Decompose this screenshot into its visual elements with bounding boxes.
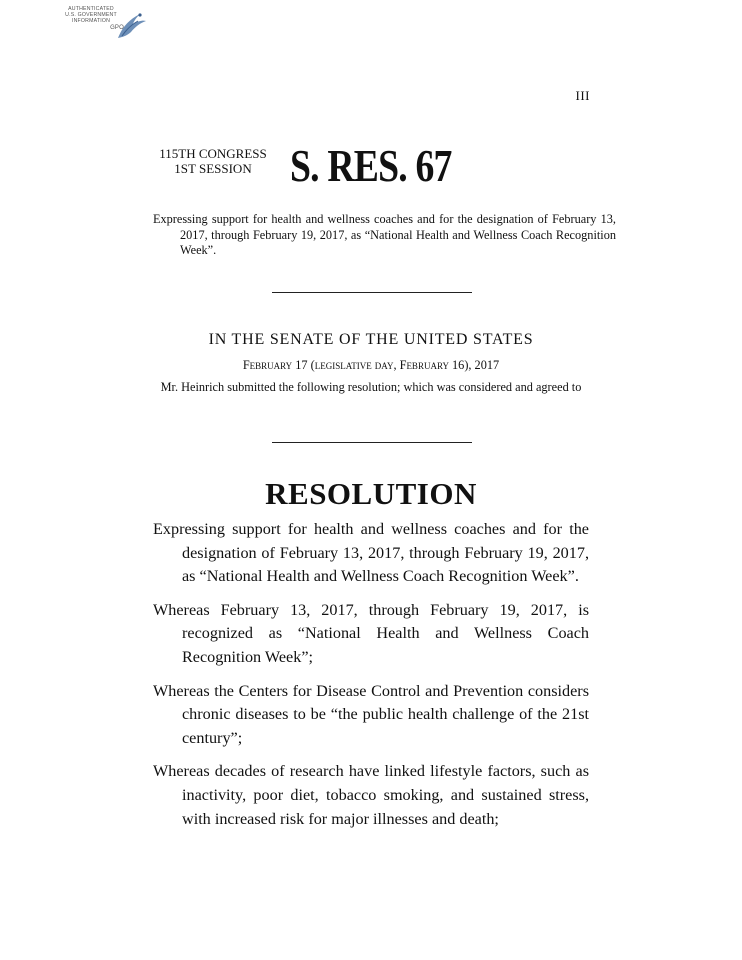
session-number: 1ST SESSION	[174, 161, 252, 176]
gpo-authentication-seal	[56, 6, 148, 46]
seal-gpo-mark: GPO	[110, 25, 124, 31]
page-number: III	[575, 88, 590, 103]
whereas-clause: Whereas decades of research have linked lifestyle factors, such as inactivity, poor diet, tobacco smoking, and sustained stress, with increased risk for major illnesses and death;	[153, 762, 589, 828]
body-paragraph: Expressing support for health and wellness coaches and for the designation of February 13, 2017, through February 19, 2017, as “National Health and Wellness Coach Recognition Week”.	[153, 520, 589, 586]
short-caption: Expressing support for health and wellness coaches and for the designation of February 13, 2017, through February 19, 2017, as “National Health and Wellness Coach Recognition Week”.	[153, 212, 616, 257]
eagle-icon	[114, 8, 148, 42]
divider-rule	[272, 442, 472, 443]
whereas-clause: Whereas the Centers for Disease Control and Prevention considers chronic diseases to be “the public health challenge of the 21st century”;	[153, 681, 589, 747]
sponsor-line: Mr. Heinrich submitted the following resolution; which was considered and agreed to	[160, 380, 582, 394]
resolution-body	[153, 518, 589, 841]
date-line: February 17 (legislative day, February 16), 2017	[242, 358, 500, 372]
whereas-clause: Whereas February 13, 2017, through February 19, 2017, is recognized as “National Health and Wellness Coach Recognition Week”;	[153, 600, 589, 666]
divider-rule	[272, 292, 472, 293]
chamber-heading: IN THE SENATE OF THE UNITED STATES	[208, 331, 534, 348]
seal-line-1: AUTHENTICATED	[68, 6, 114, 12]
resolution-number: S. RES. 67	[290, 140, 452, 191]
congress-session	[150, 146, 276, 176]
resolution-heading: RESOLUTION	[265, 476, 477, 511]
seal-line-3: INFORMATION	[71, 18, 111, 24]
congress-number: 115TH CONGRESS	[159, 146, 267, 161]
seal-line-2: U.S. GOVERNMENT	[65, 12, 117, 18]
